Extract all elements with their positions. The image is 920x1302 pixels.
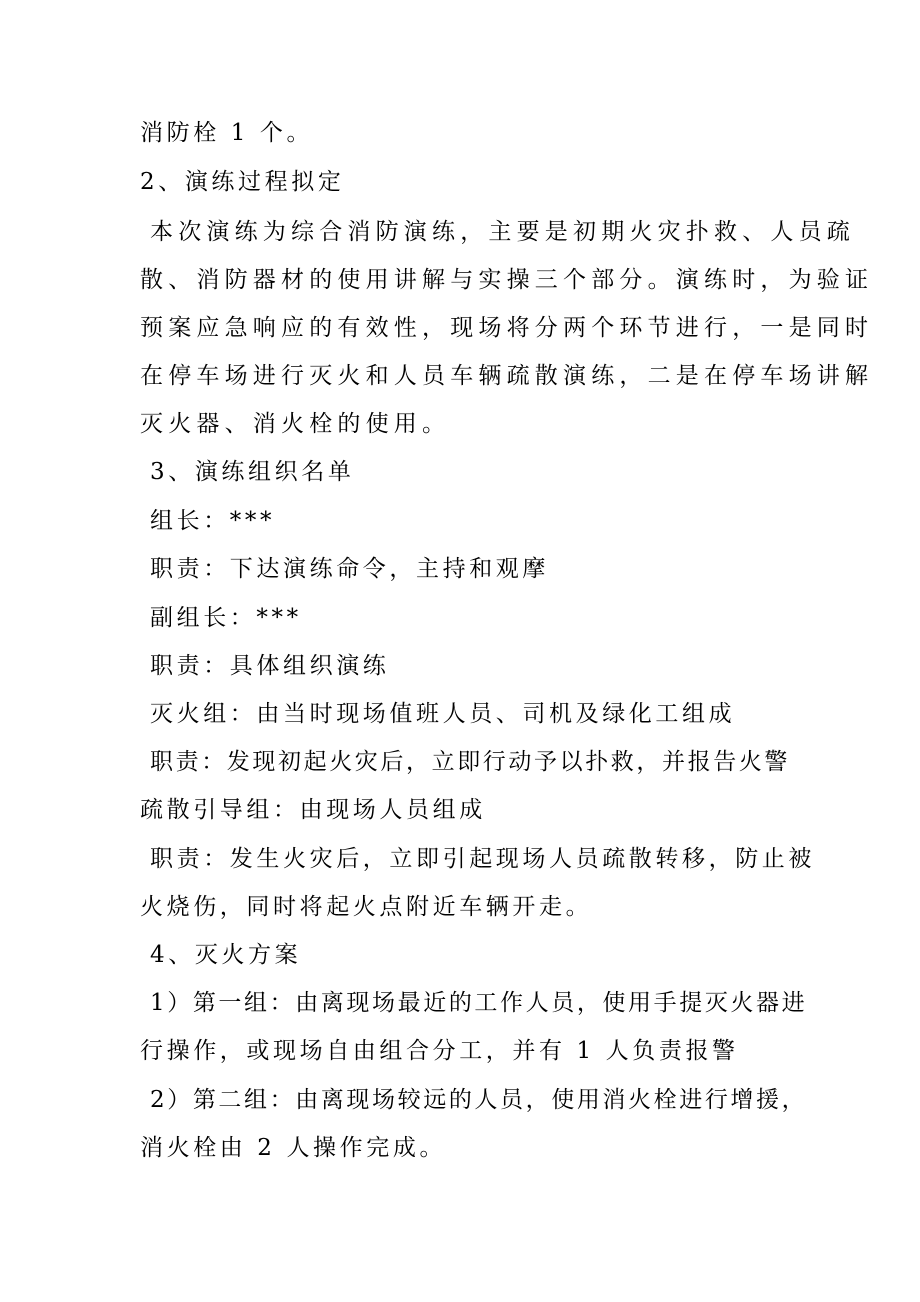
paragraph-line: 本次演练为综合消防演练，主要是初期火灾扑救、人员疏 [150, 219, 855, 245]
section-heading: 3、演练组织名单 [150, 459, 355, 485]
paragraph-line: 预案应急响应的有效性，现场将分两个环节进行，一是同时 [140, 315, 874, 341]
text-line: 火烧伤，同时将起火点附近车辆开走。 [140, 894, 593, 920]
text-line: 灭火组：由当时现场值班人员、司机及绿化工组成 [150, 701, 736, 727]
paragraph-line: 在停车场进行灭火和人员车辆疏散演练，二是在停车场讲解 [140, 363, 874, 389]
paragraph-line: 2）第二组：由离现场较远的人员，使用消火栓进行增援， [150, 1087, 808, 1113]
text-line: 消防栓 1 个。 [140, 120, 314, 146]
text-line: 职责：发现初起火灾后，立即行动予以扑救，并报告火警 [150, 749, 790, 775]
text-line: 职责：具体组织演练 [150, 653, 390, 679]
text-line: 职责：发生火灾后，立即引起现场人员疏散转移，防止被 [150, 846, 815, 872]
paragraph-line: 1）第一组：由离现场最近的工作人员，使用手提灭火器进 [150, 990, 808, 1016]
text-line: 副组长：*** [150, 605, 302, 631]
paragraph-line: 消火栓由 2 人操作完成。 [140, 1135, 447, 1161]
section-heading: 4、灭火方案 [150, 942, 302, 968]
section-heading: 2、演练过程拟定 [140, 169, 345, 195]
paragraph-line: 灭火器、消火栓的使用。 [140, 411, 451, 437]
text-line: 组长：*** [150, 508, 276, 534]
text-line: 职责：下达演练命令，主持和观摩 [150, 556, 549, 582]
paragraph-line: 行操作，或现场自由组合分工，并有 1 人负责报警 [140, 1038, 739, 1064]
text-line: 疏散引导组：由现场人员组成 [140, 797, 486, 823]
paragraph-line: 散、消防器材的使用讲解与实操三个部分。演练时，为验证 [140, 267, 874, 293]
